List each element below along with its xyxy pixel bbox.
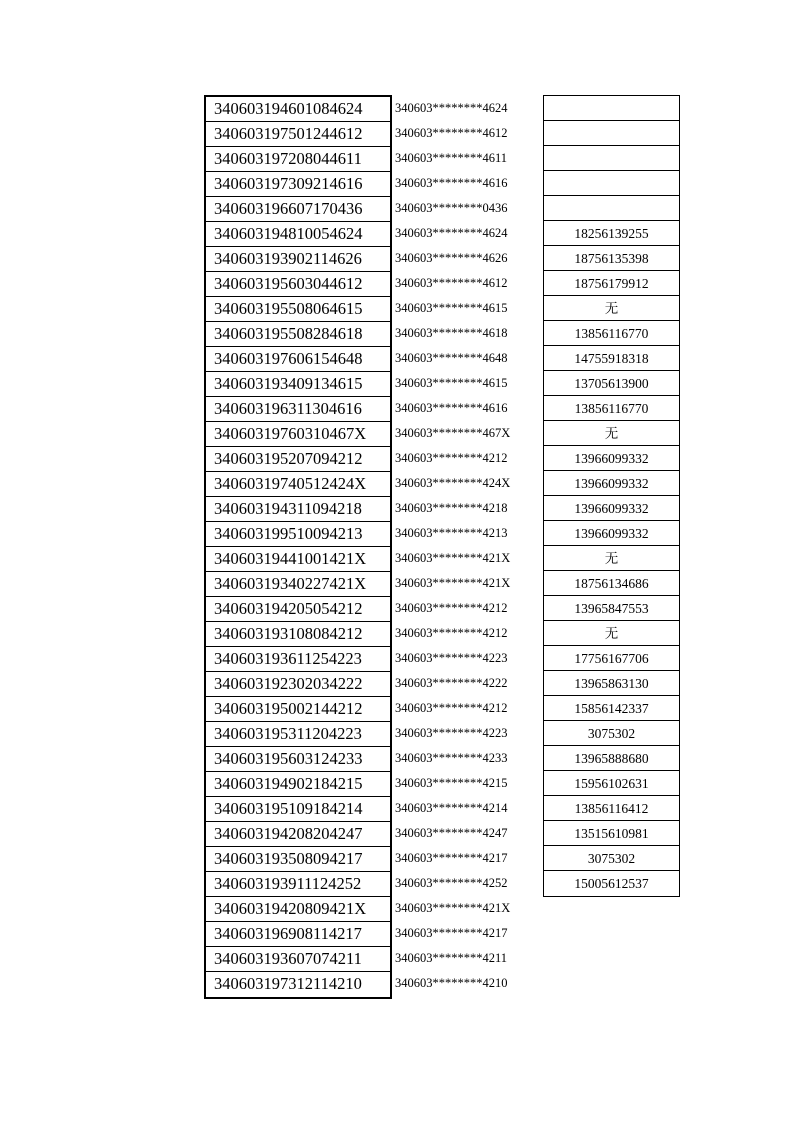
- masked-id-cell[interactable]: 340603********4212: [395, 626, 508, 640]
- masked-id-cell[interactable]: 340603********4615: [395, 301, 508, 315]
- masked-id-cell[interactable]: 340603********4618: [395, 326, 508, 340]
- masked-id-cell[interactable]: 340603********4247: [395, 826, 508, 840]
- masked-id-cell[interactable]: 340603********4612: [395, 276, 508, 290]
- phone-cell[interactable]: 15856142337: [544, 696, 679, 721]
- id-number-cell[interactable]: 340603196311304616: [206, 397, 390, 422]
- masked-id-cell[interactable]: 340603********4222: [395, 676, 508, 690]
- masked-id-cell[interactable]: 340603********4210: [395, 976, 508, 990]
- id-number-cell[interactable]: 340603193108084212: [206, 622, 390, 647]
- phone-cell[interactable]: [544, 196, 679, 221]
- phone-cell[interactable]: 13856116412: [544, 796, 679, 821]
- phone-cell[interactable]: 15956102631: [544, 771, 679, 796]
- masked-id-cell[interactable]: 340603********4217: [395, 926, 508, 940]
- phone-cell[interactable]: 13966099332: [544, 471, 679, 496]
- phone-cell[interactable]: 13965863130: [544, 671, 679, 696]
- id-number-cell[interactable]: 340603195508064615: [206, 297, 390, 322]
- id-number-cell[interactable]: 340603195603124233: [206, 747, 390, 772]
- phone-cell[interactable]: 13856116770: [544, 321, 679, 346]
- id-number-cell[interactable]: 340603194205054212: [206, 597, 390, 622]
- masked-id-cell[interactable]: 340603********4223: [395, 651, 508, 665]
- masked-id-cell[interactable]: 340603********4624: [395, 226, 508, 240]
- id-number-cell[interactable]: 340603196607170436: [206, 197, 390, 222]
- phone-cell[interactable]: 13966099332: [544, 446, 679, 471]
- masked-id-cell[interactable]: 340603********4233: [395, 751, 508, 765]
- id-number-cell[interactable]: 340603195603044612: [206, 272, 390, 297]
- id-number-cell[interactable]: 340603194601084624: [206, 97, 390, 122]
- masked-id-cell[interactable]: 340603********4218: [395, 501, 508, 515]
- id-number-column: [204, 95, 392, 999]
- masked-id-cell[interactable]: 340603********4223: [395, 726, 508, 740]
- phone-cell[interactable]: 13965847553: [544, 596, 679, 621]
- masked-id-cell[interactable]: 340603********4612: [395, 126, 508, 140]
- phone-cell[interactable]: 13966099332: [544, 496, 679, 521]
- phone-cell[interactable]: 13965888680: [544, 746, 679, 771]
- id-number-cell[interactable]: 340603193607074211: [206, 947, 390, 972]
- phone-cell[interactable]: 14755918318: [544, 346, 679, 371]
- phone-cell[interactable]: 13856116770: [544, 396, 679, 421]
- masked-id-cell[interactable]: 340603********4217: [395, 851, 508, 865]
- phone-cell[interactable]: [544, 171, 679, 196]
- masked-id-cell[interactable]: 340603********4212: [395, 701, 508, 715]
- phone-cell[interactable]: 无: [544, 296, 679, 321]
- masked-id-cell[interactable]: 340603********4211: [395, 951, 508, 965]
- id-number-cell[interactable]: 340603195508284618: [206, 322, 390, 347]
- masked-id-cell[interactable]: 340603********4624: [395, 101, 508, 115]
- id-number-cell[interactable]: 340603193508094217: [206, 847, 390, 872]
- masked-id-cell[interactable]: 340603********421X: [395, 901, 511, 915]
- id-number-cell[interactable]: 340603197312114210: [214, 974, 362, 993]
- phone-cell[interactable]: 17756167706: [544, 646, 679, 671]
- id-number-cell[interactable]: 340603194810054624: [206, 222, 390, 247]
- masked-id-cell[interactable]: 340603********4212: [395, 451, 508, 465]
- masked-id-cell[interactable]: 340603********4616: [395, 401, 508, 415]
- masked-id-cell[interactable]: 340603********4212: [395, 601, 508, 615]
- id-number-cell[interactable]: 340603193409134615: [206, 372, 390, 397]
- masked-id-cell[interactable]: 340603********0436: [395, 201, 508, 215]
- masked-id-cell[interactable]: 340603********4626: [395, 251, 508, 265]
- masked-id-cell[interactable]: 340603********467X: [395, 426, 511, 440]
- id-number-cell[interactable]: 34060319420809421X: [206, 897, 390, 922]
- id-number-cell[interactable]: 340603194902184215: [206, 772, 390, 797]
- masked-id-cell[interactable]: 340603********4215: [395, 776, 508, 790]
- id-number-cell[interactable]: 34060319441001421X: [206, 547, 390, 572]
- phone-column: [543, 95, 680, 897]
- masked-id-cell[interactable]: 340603********4214: [395, 801, 508, 815]
- phone-cell[interactable]: 13966099332: [544, 521, 679, 546]
- phone-cell[interactable]: 18756134686: [544, 571, 679, 596]
- masked-id-cell[interactable]: 340603********4213: [395, 526, 508, 540]
- phone-cell[interactable]: [544, 121, 679, 146]
- phone-cell[interactable]: 18256139255: [544, 221, 679, 246]
- masked-id-cell[interactable]: 340603********4252: [395, 876, 508, 890]
- masked-id-cell[interactable]: 340603********421X: [395, 576, 511, 590]
- phone-cell[interactable]: 无: [544, 621, 679, 646]
- phone-cell[interactable]: [544, 96, 679, 121]
- masked-id-cell[interactable]: 340603********424X: [395, 476, 511, 490]
- masked-id-cell[interactable]: 340603********4611: [395, 151, 508, 165]
- phone-cell[interactable]: 无: [544, 421, 679, 446]
- masked-id-cell[interactable]: 340603********4648: [395, 351, 508, 365]
- id-number-cell[interactable]: 340603197309214616: [206, 172, 390, 197]
- phone-cell[interactable]: 3075302: [544, 721, 679, 746]
- id-number-cell[interactable]: 340603193911124252: [206, 872, 390, 897]
- id-number-cell[interactable]: 340603196908114217: [206, 922, 390, 947]
- phone-cell[interactable]: [544, 146, 679, 171]
- id-number-cell[interactable]: 34060319340227421X: [206, 572, 390, 597]
- masked-id-column: [395, 95, 540, 995]
- phone-cell[interactable]: 13515610981: [544, 821, 679, 846]
- id-number-cell[interactable]: 340603195002144212: [206, 697, 390, 722]
- id-number-cell[interactable]: 340603197606154648: [206, 347, 390, 372]
- id-number-cell[interactable]: 340603195109184214: [206, 797, 390, 822]
- phone-cell[interactable]: 15005612537: [574, 876, 649, 891]
- id-number-cell[interactable]: 340603192302034222: [206, 672, 390, 697]
- id-number-cell[interactable]: 340603193902114626: [206, 247, 390, 272]
- phone-cell[interactable]: 18756135398: [544, 246, 679, 271]
- phone-cell[interactable]: 无: [544, 546, 679, 571]
- masked-id-cell[interactable]: 340603********421X: [395, 551, 511, 565]
- id-number-cell[interactable]: 34060319740512424X: [206, 472, 390, 497]
- id-number-cell[interactable]: 340603197501244612: [206, 122, 390, 147]
- id-number-cell[interactable]: 340603195311204223: [206, 722, 390, 747]
- phone-cell[interactable]: 3075302: [544, 846, 679, 871]
- masked-id-cell[interactable]: 340603********4615: [395, 376, 508, 390]
- id-number-cell[interactable]: 340603194208204247: [206, 822, 390, 847]
- phone-cell[interactable]: 13705613900: [544, 371, 679, 396]
- id-number-cell[interactable]: 340603194311094218: [206, 497, 390, 522]
- masked-id-cell[interactable]: 340603********4616: [395, 176, 508, 190]
- id-number-cell[interactable]: 34060319760310467X: [206, 422, 390, 447]
- phone-cell[interactable]: 18756179912: [544, 271, 679, 296]
- id-number-cell[interactable]: 340603193611254223: [206, 647, 390, 672]
- id-number-cell[interactable]: 340603199510094213: [206, 522, 390, 547]
- id-number-cell[interactable]: 340603195207094212: [206, 447, 390, 472]
- id-number-cell[interactable]: 340603197208044611: [206, 147, 390, 172]
